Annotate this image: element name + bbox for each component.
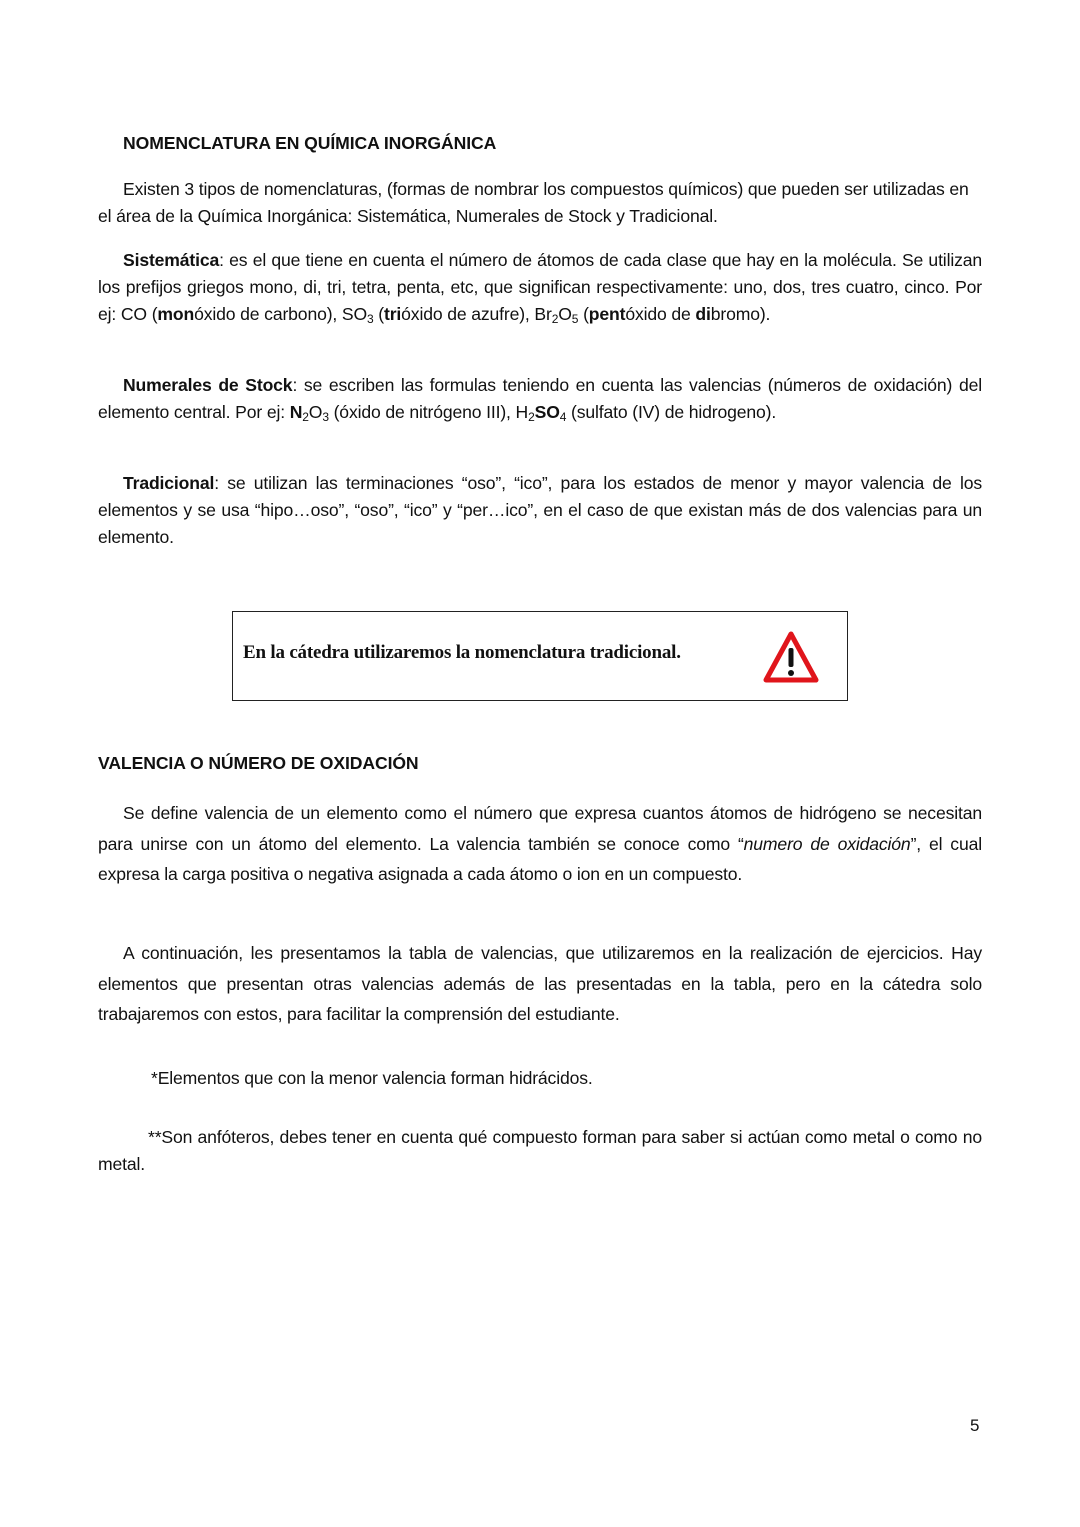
text-segment: : se utilizan las terminaciones “oso”, “ico”, para los estados de menor y mayor valencia de los elementos y se usa “hipo…oso”, “oso”, “ico” y “per…ico”, en el caso de que existan más de dos valencias para un elemento.: [98, 473, 982, 547]
text-segment: (: [578, 303, 589, 324]
paragraph-intro: [98, 176, 982, 230]
text-segment: óxido de azufre), Br: [401, 303, 552, 324]
paragraph-sistematica: [98, 247, 982, 327]
subscript: 2: [551, 311, 559, 326]
text-segment: O: [308, 401, 323, 422]
text-segment: (sulfato (IV) de hidrogeno).: [566, 401, 777, 422]
subscript: 5: [571, 311, 579, 326]
text-segment: A continuación, les presentamos la tabla de valencias, que utilizaremos en la realización de ejercicios. Hay elementos que presentan otras valencias además de las presentadas en la tabla, pero en la cátedra solo trabajaremos con estos, para facilitar la comprensión del estudiante.: [98, 943, 982, 1024]
italic-text: numero de oxidación: [743, 833, 911, 854]
text-segment: : es el que tiene en cuenta el número de átomos de cada clase que hay en la molécula. Se utilizan los prefijos griegos mono, di, tri, tetra, penta, etc, que significan respectivamente: uno, dos, tres cuatro, cinco. Por ej: CO (: [98, 250, 982, 324]
text-segment: (: [373, 303, 385, 324]
text-segment: **Son anfóteros, debes tener en cuenta qué compuesto forman para saber si actúan como metal o como no metal.: [98, 1127, 982, 1174]
section-title-nomenclatura: NOMENCLATURA EN QUÍMICA INORGÁNICA: [123, 133, 497, 153]
bold-text: SO: [534, 401, 560, 422]
subscript: 4: [559, 409, 567, 424]
bold-text: N: [289, 401, 303, 422]
section-title-valencia: VALENCIA O NÚMERO DE OXIDACIÓN: [98, 753, 419, 773]
callout-box: [232, 611, 848, 701]
bold-text: pent: [588, 303, 626, 324]
page-number: 5: [970, 1416, 980, 1435]
bold-text: Numerales de Stock: [123, 375, 293, 395]
paragraph-stock: [98, 372, 982, 426]
bold-text: tri: [384, 303, 402, 324]
text-segment: ”, el cual expresa la carga positiva o negativa asignada a cada átomo o ion en un compuesto.: [98, 833, 982, 884]
note-hidracidos: [151, 1063, 951, 1094]
subscript: 3: [367, 311, 374, 326]
text-segment: *Elementos que con la menor valencia forman hidrácidos.: [151, 1068, 593, 1088]
text-segment: bromo).: [710, 303, 771, 324]
subscript: 3: [322, 409, 329, 424]
warning-icon: [763, 631, 819, 683]
text-segment: Se define valencia de un elemento como el número que expresa cuantos átomos de hidrógeno se necesitan para unirse con un átomo del elemento. La valencia también se conoce como “: [98, 803, 982, 854]
text-segment: óxido de: [625, 303, 696, 324]
text-segment: (óxido de nitrógeno III), H: [328, 401, 529, 422]
text-segment: Existen 3 tipos de nomenclaturas, (formas de nombrar los compuestos químicos) que pueden ser utilizadas en el área de la Química Inorgánica: Sistemática, Numerales de Stock y Tradicional.: [98, 179, 969, 226]
text-segment: : se escriben las formulas teniendo en cuenta las valencias (números de oxidación) del elemento central. Por ej:: [98, 375, 983, 422]
text-segment: óxido de carbono), SO: [194, 303, 368, 324]
bold-text: Sistemática: [123, 250, 220, 270]
paragraph-tabla: [98, 938, 982, 1030]
bold-text: Tradicional: [123, 473, 215, 493]
text-segment: O: [558, 303, 572, 324]
callout-text: En la cátedra utilizaremos la nomenclatura tradicional.: [243, 642, 681, 663]
subscript: 2: [528, 409, 535, 424]
note-anfoteros: [98, 1124, 982, 1178]
bold-text: di: [695, 303, 711, 324]
bold-text: mon: [157, 303, 195, 324]
paragraph-definicion: [98, 798, 982, 890]
paragraph-tradicional: [98, 470, 982, 550]
subscript: 2: [302, 409, 309, 424]
